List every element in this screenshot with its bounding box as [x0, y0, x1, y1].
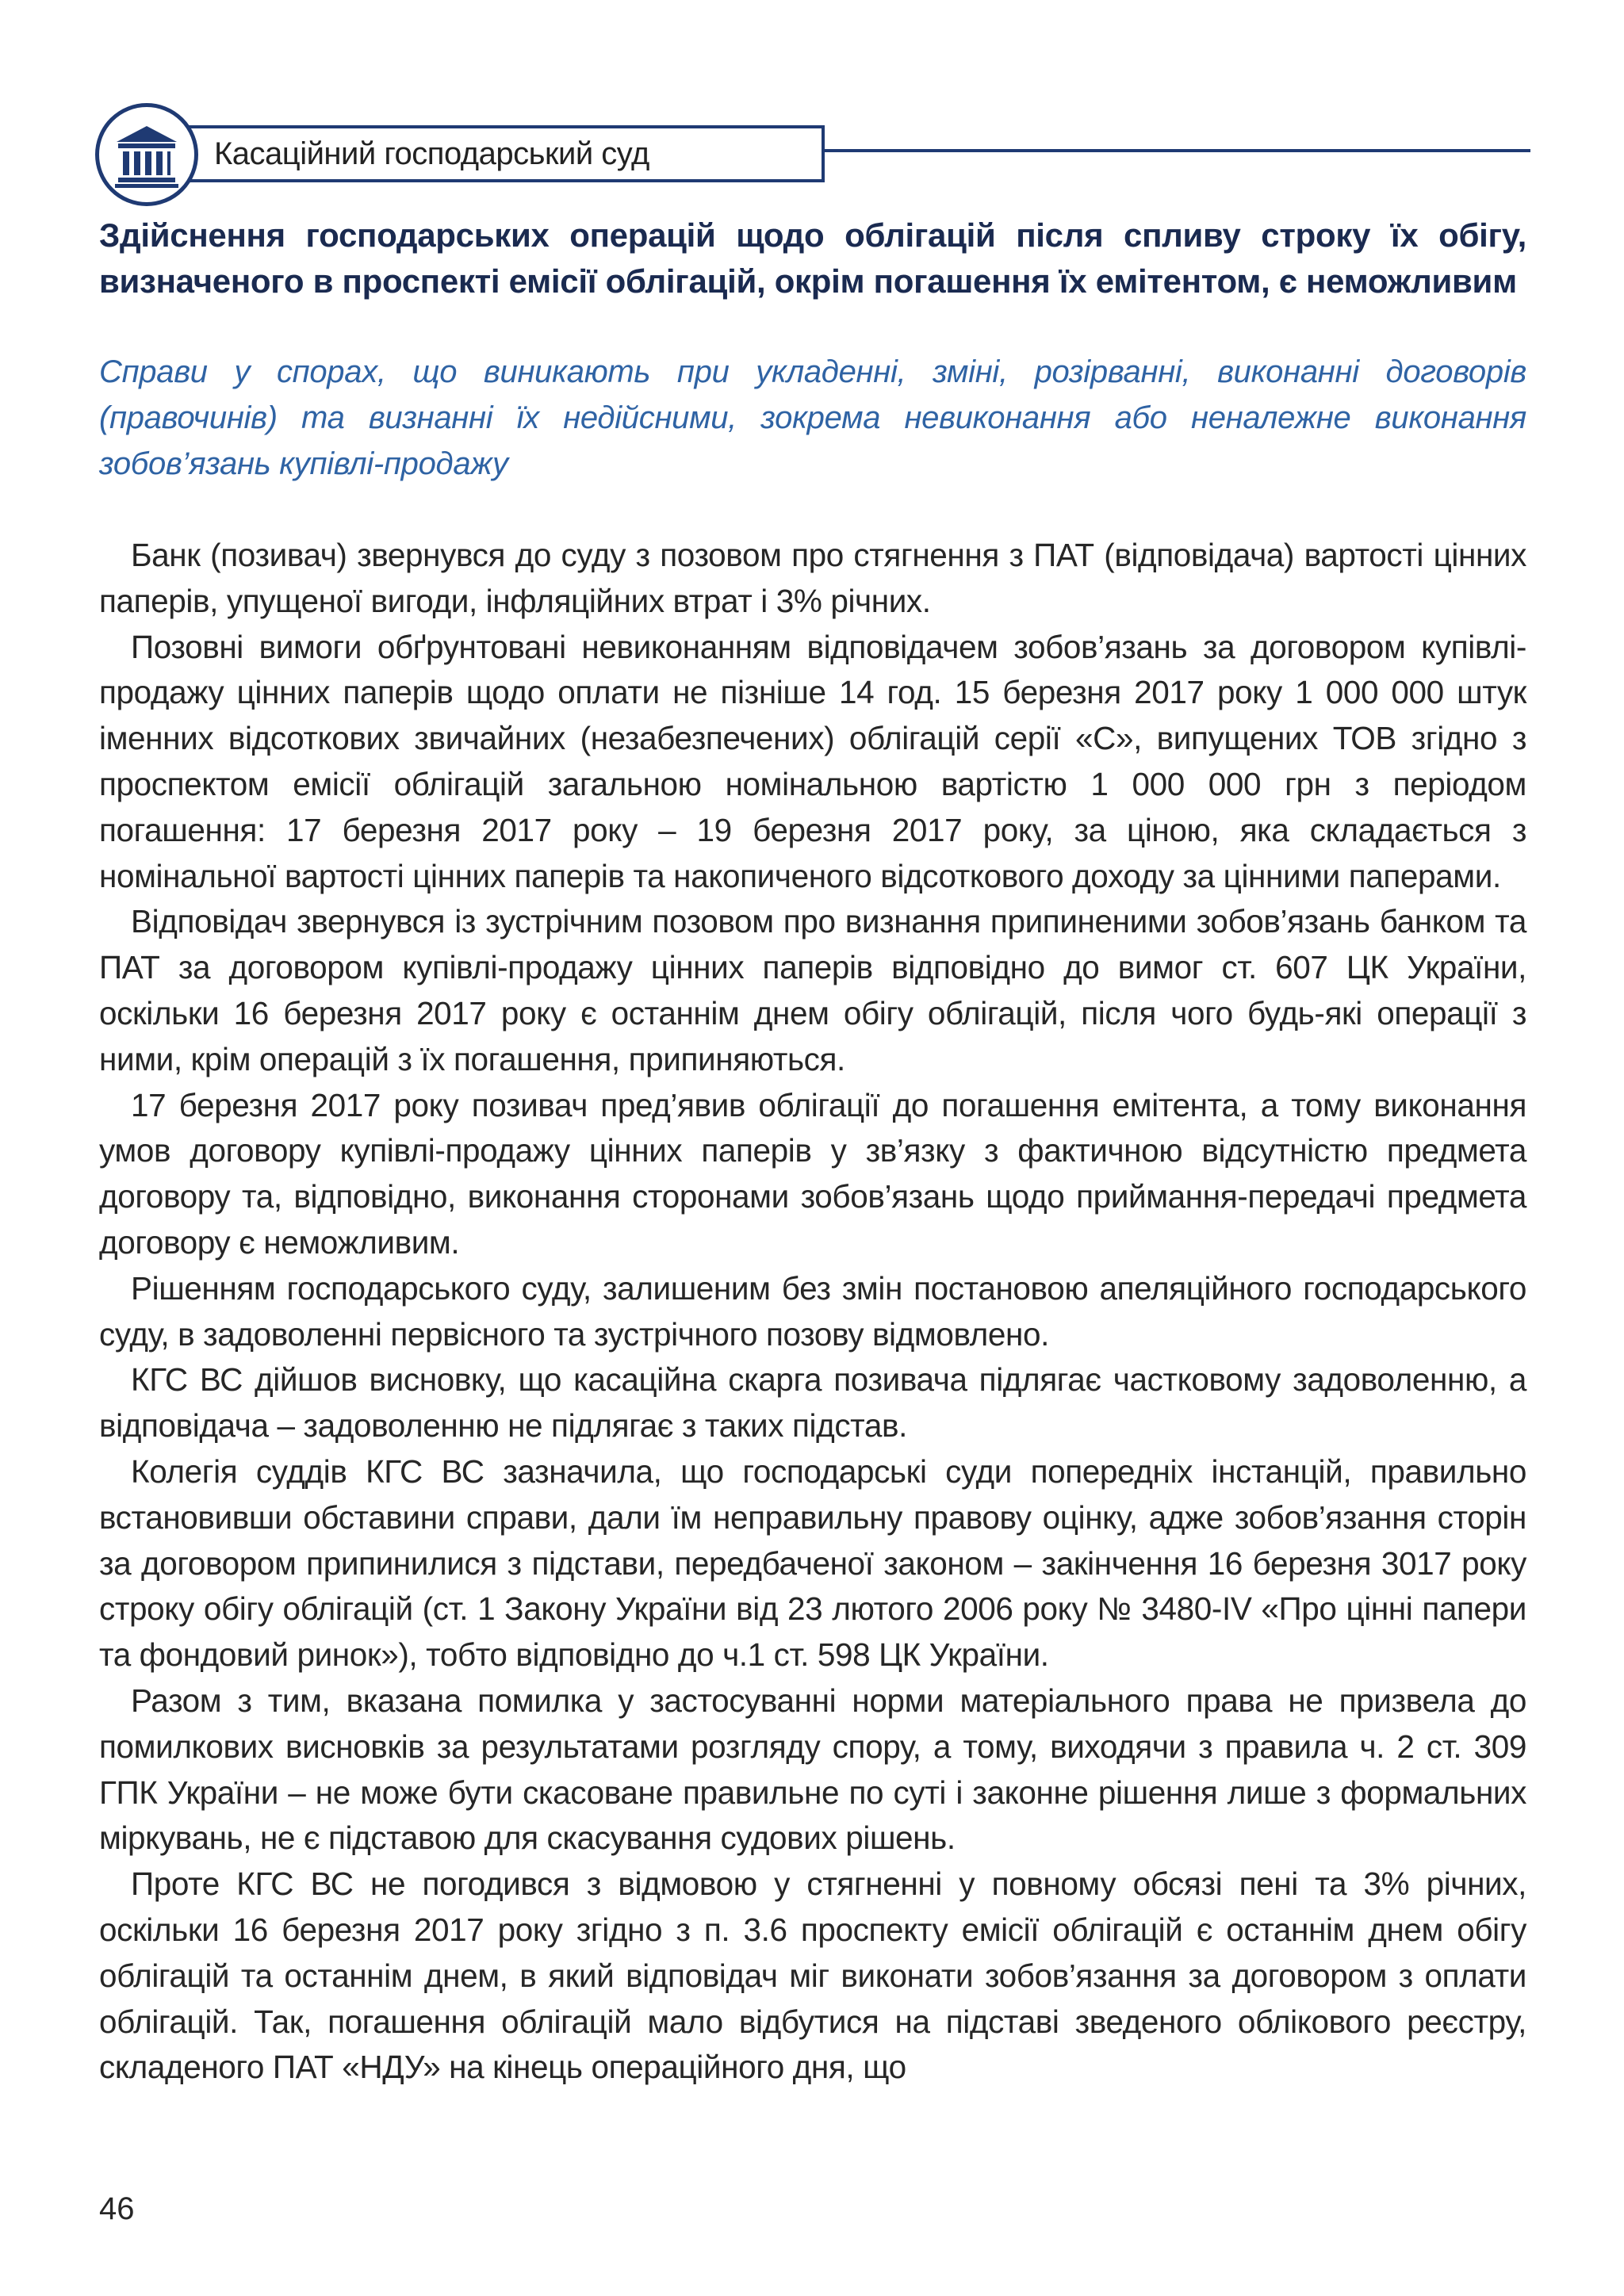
paragraph: 17 березня 2017 року позивач пред’явив облігації до погашення емітента, а тому виконання умов договору купівлі-продажу цінних паперів у зв’язку з фактичною відсутністю предмета договору та, відповідно, виконання сторонами зобов’язань щодо приймання-передачі предмета договору є неможливим. [99, 1086, 1526, 1261]
paragraph: Позовні вимоги обґрунтовані невиконанням відповідачем зобов’язань за договором купівлі-продажу цінних паперів щодо оплати не пізніше 14 год. 15 березня 2017 року 1 000 000 штук іменних відсоткових звичайних (незабезпечених) облігацій серії «С», випущених ТОВ згідно з проспектом емісії облігацій загальною номінальною вартістю 1 000 000 грн з періодом погашення: 17 березня 2017 року – 19 березня 2017 року, за ціною, яка складається з номінальної вартості цінних паперів та накопиченого відсоткового доходу за цінними паперами. [99, 628, 1526, 894]
paragraph: КГС ВС дійшов висновку, що касаційна скарга позивача підлягає частковому задоволенню, а відповідача – задоволенню не підлягає з таких підстав. [99, 1361, 1526, 1445]
paragraph: Разом з тим, вказана помилка у застосуванні норми матеріального права не призвела до помилкових висновків за результатами розгляду спору, а тому, виходячи з правила ч. 2 ст. 309 ГПК України – не може бути скасоване правильне по суті і законне рішення лише з формальних міркувань, не є підставою для скасування судових рішень. [99, 1682, 1526, 1857]
paragraph: Рішенням господарського суду, залишеним без змін постановою апеляційного господарського суду, в задоволенні первісного та зустрічного позову відмовлено. [99, 1269, 1526, 1353]
paragraph: Банк (позивач) звернувся до суду з позовом про стягнення з ПАТ (відповідача) вартості цінних паперів, упущеної вигоди, інфляційних втрат і 3% річних. [99, 537, 1526, 619]
page-header [95, 103, 1530, 206]
body-text [99, 533, 1526, 2091]
page-number: 46 [99, 2191, 135, 2226]
header-rule [825, 149, 1530, 152]
courthouse-columns-icon [99, 107, 194, 202]
paragraph: Відповідач звернувся із зустрічним позовом про визнання припиненими зобов’язань банком та ПАТ за договором купівлі-продажу цінних паперів відповідно до вимог ст. 607 ЦК України, оскільки 16 березня 2017 року є останнім днем обігу облігацій, після чого будь-які операції з ними, крім операцій з їх погашення, припиняються. [99, 903, 1526, 1077]
header-title: Касаційний господарський суд [214, 136, 649, 171]
case-category: Справи у спорах, що виникають при укладенні, зміні, розірванні, виконанні договорів (правочинів) та визнанні їх недійсними, зокрема невиконання або неналежне виконання зобов’язань купівлі-продажу [99, 354, 1526, 481]
main-title: Здійснення господарських операцій щодо облігацій після спливу строку їх обігу, визначеного в проспекті емісії облігацій, окрім погашення їх емітентом, є неможливим [99, 216, 1526, 300]
paragraph: Проте КГС ВС не погодився з відмовою у стягненні у повному обсязі пені та 3% річних, оскільки 16 березня 2017 року згідно з п. 3.6 проспекту емісії облігацій є останнім днем обігу облігацій та останнім днем, в який відповідач міг виконати зобов’язання за договором з оплати облігацій. Так, погашення облігацій мало відбутися на підставі зведеного облікового реєстру, складеного ПАТ «НДУ» на кінець операційного дня, що [99, 1866, 1526, 2086]
paragraph: Колегія суддів КГС ВС зазначила, що господарські суди попередніх інстанцій, правильно встановивши обставини справи, дали їм неправильну правову оцінку, адже зобов’язання сторін за договором припинилися з підстави, передбаченої законом – закінчення 16 березня 3017 року строку обігу облігацій (ст. 1 Закону України від 23 лютого 2006 року № 3480-IV «Про цінні папери та фондовий ринок»), тобто відповідно до ч.1 ст. 598 ЦК України. [99, 1452, 1526, 1674]
court-logo [95, 103, 198, 206]
